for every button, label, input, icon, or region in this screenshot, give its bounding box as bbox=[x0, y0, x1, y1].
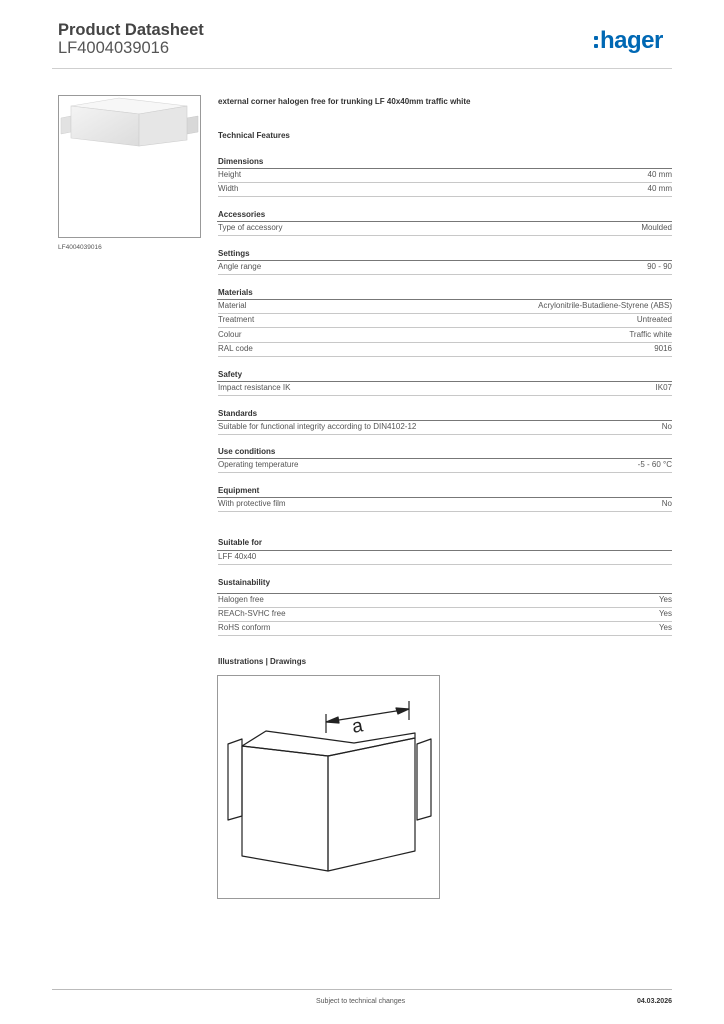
row-value: 40 mm bbox=[647, 170, 672, 179]
section-title-sustainability: Sustainability bbox=[218, 578, 271, 587]
image-caption: LF4004039016 bbox=[58, 244, 102, 251]
product-image bbox=[58, 95, 201, 238]
section-title-accessories: Accessories bbox=[218, 210, 266, 219]
section-title-dimensions: Dimensions bbox=[218, 157, 264, 166]
product-description: external corner halogen free for trunking LF 40x40mm traffic white bbox=[218, 97, 471, 106]
row-value: IK07 bbox=[655, 383, 672, 392]
section-title-safety: Safety bbox=[218, 370, 243, 379]
row-label: REACh-SVHC free bbox=[218, 609, 286, 618]
section-title-equipment: Equipment bbox=[218, 486, 260, 495]
table-row bbox=[218, 222, 672, 236]
page-title: Product Datasheet bbox=[58, 21, 204, 39]
table-row bbox=[218, 183, 672, 197]
table-row bbox=[218, 300, 672, 314]
row-value: No bbox=[661, 499, 672, 508]
row-value: -5 - 60 °C bbox=[637, 460, 672, 469]
table-row bbox=[218, 343, 672, 357]
section-title-settings: Settings bbox=[218, 249, 250, 258]
footer-divider bbox=[52, 989, 672, 990]
section-title-suitable-for: Suitable for bbox=[218, 538, 263, 547]
logo-dots-icon bbox=[594, 28, 599, 54]
row-value: Yes bbox=[658, 623, 672, 632]
footer-date: 04.03.2026 bbox=[636, 998, 672, 1005]
table-row bbox=[218, 459, 672, 473]
corner-piece-photo-icon bbox=[59, 96, 200, 237]
row-value: Moulded bbox=[641, 223, 672, 232]
row-value: No bbox=[661, 422, 672, 431]
row-value: Acrylonitrile-Butadiene-Styrene (ABS) bbox=[538, 301, 672, 310]
logo-text: hager bbox=[600, 27, 663, 54]
row-label: RoHS conform bbox=[218, 623, 271, 632]
corner-drawing-icon bbox=[218, 676, 439, 898]
technical-features-heading: Technical Features bbox=[218, 131, 290, 140]
row-label: Material bbox=[218, 301, 247, 310]
row-label: Type of accessory bbox=[218, 223, 283, 232]
section-title-use-conditions: Use conditions bbox=[218, 447, 276, 456]
row-label: RAL code bbox=[218, 344, 253, 353]
table-row bbox=[218, 314, 672, 328]
table-row bbox=[218, 622, 672, 636]
table-row bbox=[218, 382, 672, 396]
row-value: Traffic white bbox=[629, 330, 672, 339]
row-label: Operating temperature bbox=[218, 460, 299, 469]
row-value: Yes bbox=[658, 595, 672, 604]
table-row bbox=[218, 329, 672, 343]
section-title-standards: Standards bbox=[218, 409, 258, 418]
dimension-label: a bbox=[350, 715, 365, 738]
header-divider bbox=[52, 68, 672, 69]
row-label: Impact resistance IK bbox=[218, 383, 291, 392]
footer-note: Subject to technical changes bbox=[316, 998, 406, 1005]
row-value: 40 mm bbox=[647, 184, 672, 193]
table-row bbox=[218, 551, 672, 565]
row-value: 9016 bbox=[654, 344, 672, 353]
table-row bbox=[218, 421, 672, 435]
row-label: Halogen free bbox=[218, 595, 264, 604]
row-label: Colour bbox=[218, 330, 242, 339]
row-value: 90 - 90 bbox=[647, 262, 672, 271]
row-label: With protective film bbox=[218, 499, 286, 508]
technical-drawing bbox=[217, 675, 440, 899]
product-code: LF4004039016 bbox=[58, 39, 170, 57]
row-label: Width bbox=[218, 184, 239, 193]
row-label: Suitable for functional integrity according to DIN4102-12 bbox=[218, 422, 417, 431]
row-label: Angle range bbox=[218, 262, 262, 271]
row-value: Untreated bbox=[636, 315, 672, 324]
table-row bbox=[218, 498, 672, 512]
table-row bbox=[218, 261, 672, 275]
table-row bbox=[218, 608, 672, 622]
table-row bbox=[218, 594, 672, 608]
table-row bbox=[218, 169, 672, 183]
row-label: Height bbox=[218, 170, 242, 179]
section-title-materials: Materials bbox=[218, 288, 253, 297]
row-label: LFF 40x40 bbox=[218, 552, 257, 561]
row-value: Yes bbox=[658, 609, 672, 618]
hager-logo bbox=[594, 28, 663, 54]
section-title-illustrations: Illustrations | Drawings bbox=[218, 657, 307, 666]
row-label: Treatment bbox=[218, 315, 255, 324]
